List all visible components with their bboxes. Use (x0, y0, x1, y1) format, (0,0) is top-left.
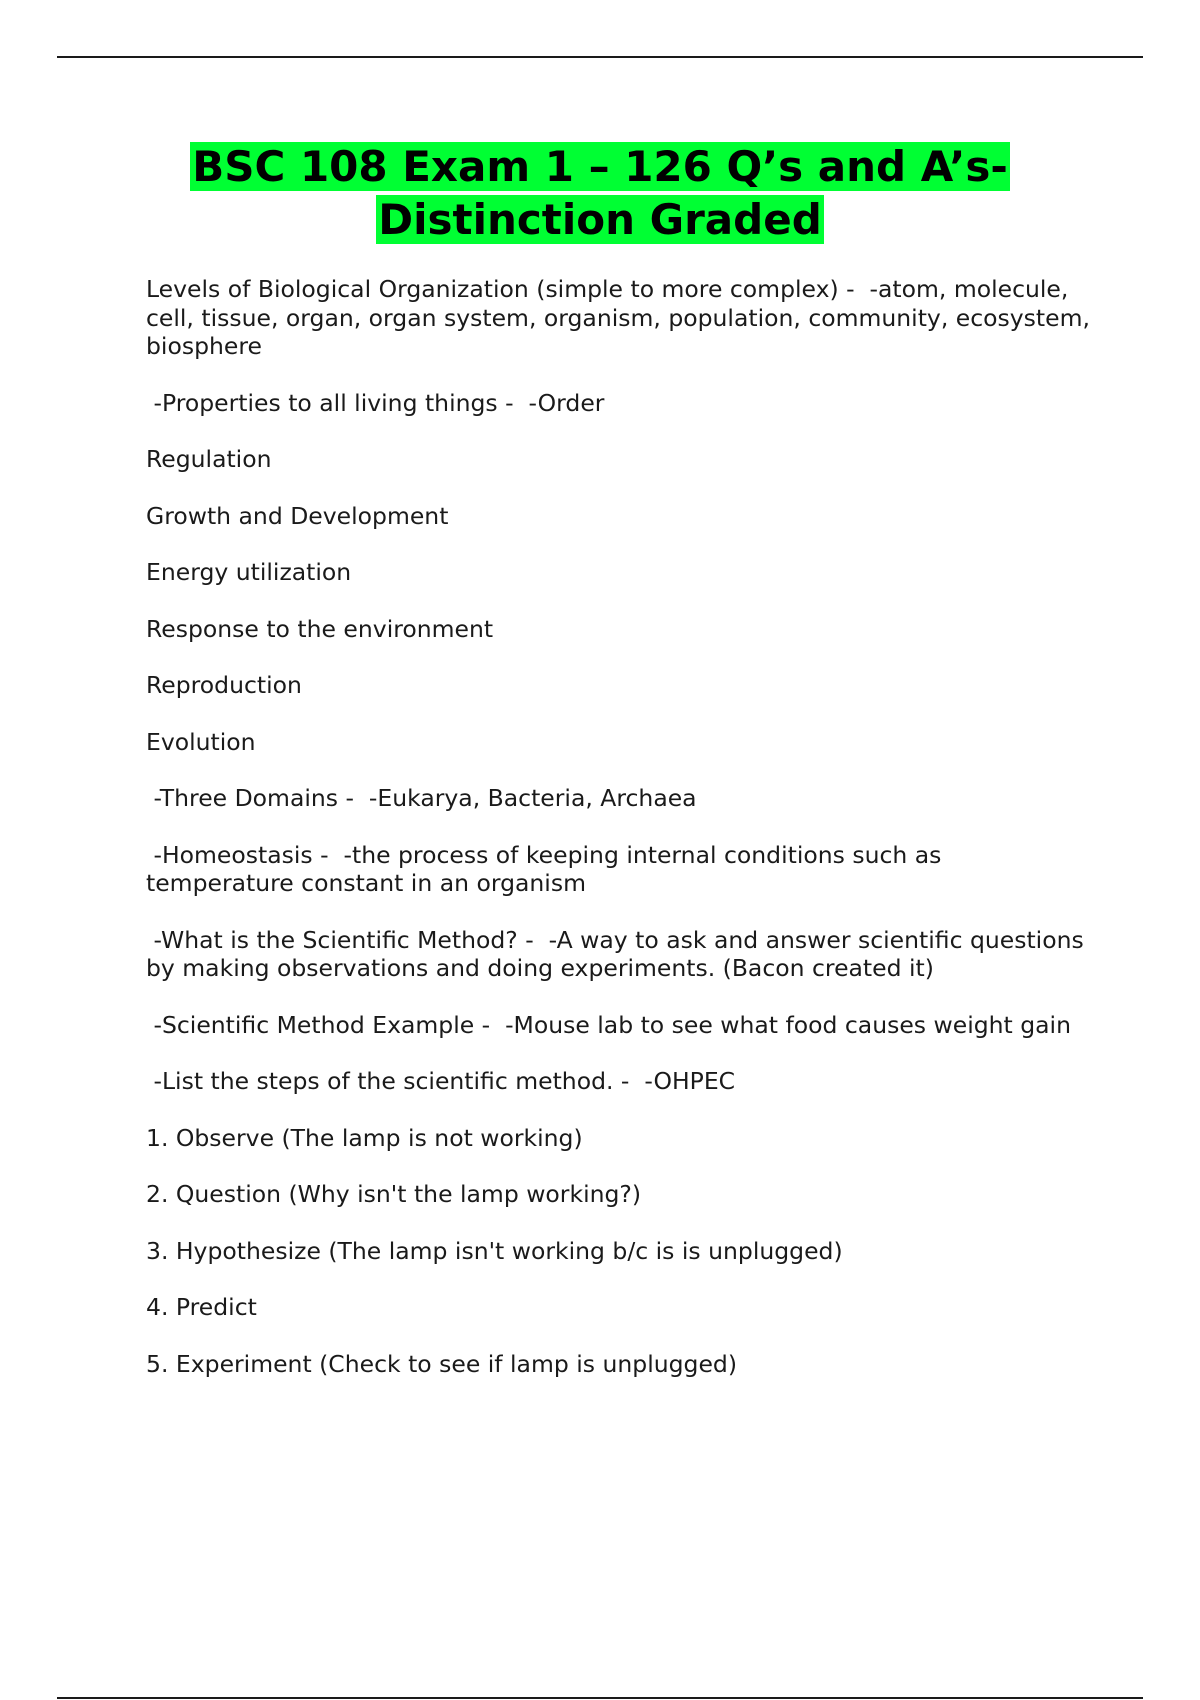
title-line-2: Distinction Graded (378, 195, 822, 244)
paragraph-properties-of-life: -Properties to all living things - -Order (146, 388, 605, 417)
list-item-predict: 4. Predict (146, 1293, 257, 1321)
paragraph-levels-of-organization: Levels of Biological Organization (simple to more complex) - -atom, molecule, cell, tissue, organ, organ system, organism, population, community, ecosystem, biosphere (146, 275, 1098, 360)
paragraph-regulation: Regulation (146, 445, 272, 473)
document-body (146, 275, 1096, 1406)
list-item-question: 2. Question (Why isn't the lamp working?) (146, 1180, 642, 1208)
page-title (0, 140, 1200, 246)
list-item-hypothesize: 3. Hypothesize (The lamp isn't working b/c is is unplugged) (146, 1236, 843, 1265)
list-item-observe: 1. Observe (The lamp is not working) (146, 1123, 583, 1152)
paragraph-homeostasis: -Homeostasis - -the process of keeping internal conditions such as temperature constant in an organism (146, 840, 949, 897)
paragraph-energy: Energy utilization (146, 558, 352, 586)
paragraph-method-example: -Scientific Method Example - -Mouse lab to see what food causes weight gain (146, 1010, 1071, 1039)
paragraph-three-domains: -Three Domains - -Eukarya, Bacteria, Archaea (146, 784, 697, 812)
paragraph-growth: Growth and Development (146, 501, 449, 530)
paragraph-evolution: Evolution (146, 727, 256, 756)
bottom-divider (57, 1697, 1143, 1699)
title-line-1: BSC 108 Exam 1 – 126 Q’s and A’s- (192, 142, 1008, 191)
list-item-experiment: 5. Experiment (Check to see if lamp is unplugged) (146, 1349, 737, 1378)
paragraph-method-steps: -List the steps of the scientific method. - -OHPEC (146, 1067, 736, 1095)
paragraph-response: Response to the environment (146, 614, 494, 643)
paragraph-reproduction: Reproduction (146, 671, 302, 699)
paragraph-scientific-method: -What is the Scientific Method? - -A way to ask and answer scientific questions by making observations and doing experiments. (Bacon created it) (146, 925, 1092, 982)
top-divider (57, 56, 1143, 58)
